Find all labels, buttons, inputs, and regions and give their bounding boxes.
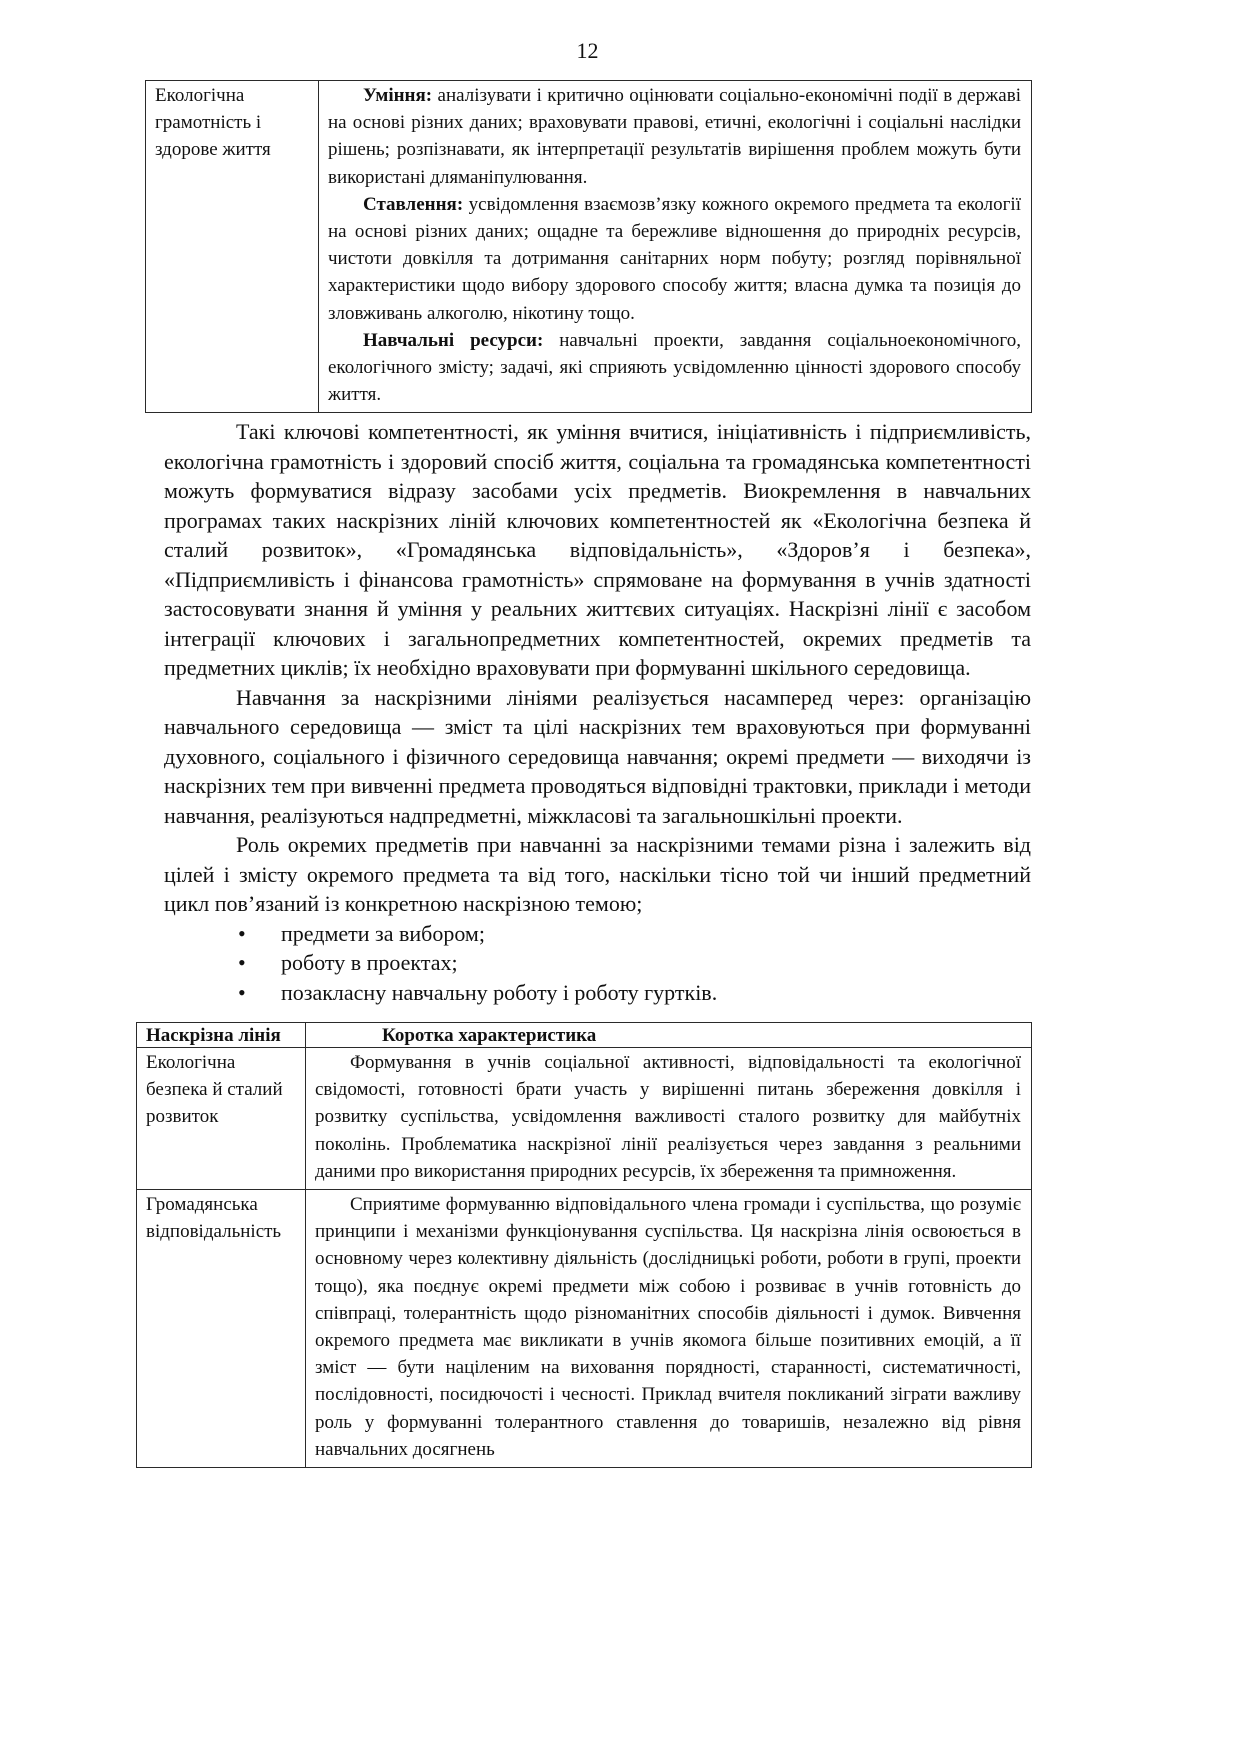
description-text: Формування в учнів соціальної активності, відповідальності та екологічної свідомості, готовності брати участь у вирішенні питань збереження довкілля і розвитку суспільства, усвідомлення важливості сталого розвитку для майбутніх поколінь. Проблематика наскрізної лінії реалізується через завдання з реальними даними про використання природних ресурсів, їх збереження та примноження.: [315, 1052, 1021, 1182]
bullet-icon: •: [238, 920, 246, 946]
column-header-line: Наскрізна лінія: [137, 1023, 306, 1048]
list-item: [164, 919, 1031, 949]
attitude-title: Ставлення:: [363, 193, 464, 215]
table-header-row: [137, 1023, 1032, 1048]
body-text: [164, 417, 1031, 1007]
competency-label: [146, 81, 319, 413]
skills-title: Уміння:: [363, 85, 433, 106]
table-row: [146, 81, 1032, 413]
list-item-text: позакласну навчальну роботу і роботу гуртків.: [281, 979, 718, 1005]
competency-label-line: Екологічна: [155, 85, 245, 106]
competency-label-line: грамотність і: [155, 112, 262, 134]
bullet-list: [164, 919, 1031, 1008]
resources-paragraph: [328, 327, 1021, 409]
attitude-text: усвідомлення взаємозв’язку кожного окремого предмета та екології на основі різних даних; ощадне та бережливе відношення до природніх ресурсів, чистоти довкілля та дотримання санітарних норм побуту; розгляд порівняльної характеристики щодо вибору здорового способу життя; власна думка та позиція до зловживань алкоголю, нікотину тощо.: [328, 193, 1021, 324]
line-name: Екологічна безпека й сталий розвиток: [137, 1048, 306, 1190]
table-row: [137, 1048, 1032, 1190]
competency-table: [145, 80, 1032, 413]
page-number: 12: [576, 38, 599, 63]
line-description: [306, 1048, 1032, 1190]
resources-text: навчальні проекти, завдання соціальноекономічного, екологічного змісту; задачі, які сприяють усвідомленню цінності здорового способу життя.: [328, 329, 1021, 406]
list-item-text: предмети за вибором;: [281, 920, 485, 946]
skills-paragraph: [328, 82, 1021, 191]
list-item-text: роботу в проектах;: [281, 950, 458, 975]
list-item: [164, 948, 1031, 978]
line-name: Громадянська відповідальність: [137, 1190, 306, 1468]
competency-description: [319, 81, 1032, 413]
skills-text: аналізувати і критично оцінювати соціально-економічні події в державі на основі різних даних; враховувати правові, етичні, екологічні і соціальні наслідки рішень; розпізнавати, як інтерпретації результатів вирішення проблем можуть бути використані дляманіпулювання.: [328, 85, 1021, 188]
paragraph: Такі ключові компетентності, як уміння вчитися, ініціативність і підприємливість, екологічна грамотність і здоровий спосіб життя, соціальна та громадянська компетентності можуть формуватися відразу засобами усіх предметів. Виокремлення в навчальних програмах таких наскрізних ліній ключових компетентностей як «Екологічна безпека й сталий розвиток», «Громадянська відповідальність», «Здоров’я і безпека», «Підприємливість і фінансова грамотність» спрямоване на формування в учнів здатності застосовувати знання й уміння у реальних життєвих ситуаціях. Наскрізні лінії є засобом інтеграції ключових і загальнопредметних компетентностей, окремих предметів та предметних циклів; їх необхідно враховувати при формуванні шкільного середовища.: [164, 419, 1031, 680]
bullet-icon: •: [238, 979, 246, 1005]
description-text: Сприятиме формуванню відповідального члена громади і суспільства, що розуміє принципи і механізми функціонування суспільства. Ця наскрізна лінія освоюється в основному через колективну діяльність (дослідницькі роботи, роботи в групі, проекти тощо), яка поєднує окремі предмети між собою і розвиває в учнів готовність до співпраці, толерантність щодо різноманітних способів діяльності і думок. Вивчення окремого предмета має викликати в учнів якомога більше позитивних емоцій, а її зміст — бути націленим на виховання порядності, старанності, систематичності, послідовності, посидючості і чесності. Приклад вчителя покликаний зіграти важливу роль у формуванні толерантного ставлення до товаришів, незалежно від рівня навчальних досягнень: [315, 1194, 1021, 1460]
paragraph: Навчання за наскрізними лініями реалізується насамперед через: організацію навчального середовища — зміст та цілі наскрізних тем враховуються при формуванні духовного, соціального і фізичного середовища навчання; окремі предмети — виходячи із наскрізних тем при вивченні предмета проводяться відповідні трактовки, приклади і методи навчання, реалізуються надпредметні, міжкласові та загальношкільні проекти.: [164, 684, 1031, 828]
list-item: [164, 978, 1031, 1008]
table-row: [137, 1190, 1032, 1468]
line-description: [306, 1190, 1032, 1468]
column-header-description: Коротка характеристика: [306, 1023, 1032, 1048]
competency-label-line: здорове життя: [155, 139, 271, 161]
bullet-icon: •: [238, 950, 246, 975]
attitude-paragraph: [328, 191, 1021, 327]
paragraph: Роль окремих предметів при навчанні за наскрізними темами різна і залежить від цілей і змісту окремого предмета та від того, наскільки тісно той чи інший предметний цикл пов’язаний із конкретною наскрізною темою;: [164, 832, 1031, 916]
resources-title: Навчальні ресурси:: [363, 329, 544, 351]
cross-cutting-lines-table: [136, 1022, 1032, 1468]
